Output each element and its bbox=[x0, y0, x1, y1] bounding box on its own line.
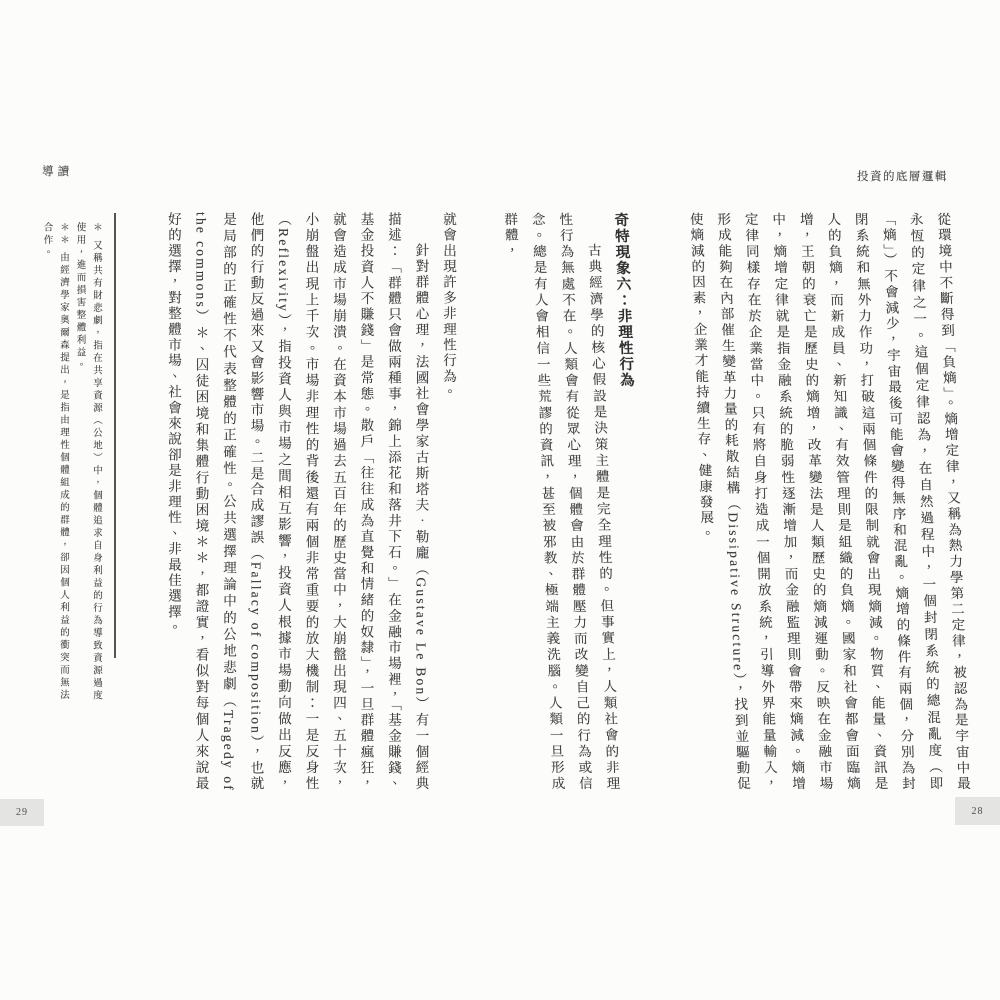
paragraph: 針對群體心理，法國社會學家古斯塔夫．勒龐（Gustave Le Bon）有一個經典描述：「群體只會做兩種事，錦上添花和落井下石。」在金融市場裡，「基金賺錢、基金投資人不賺錢」是常態。散戶「往往成為直覺和情緒的奴隸」，一旦群體瘋狂，就會造成市場崩潰。在資本市場過去五百年的歷史當中，大崩盤出現四、五十次，小崩盤出現上千次。市場非理性的背後還有兩個非常重要的放大機制：一是反身性（Reflexivity），指投資人與市場之間相互影響，投資人根據市場動向做出反應，他們的行動反過來又會影響市場。二是合成謬誤（Fallacy of composition），也就是局部的正確性不代表整體的正確性。公共選擇理論中的公地悲劇（Tragedy of the commons）＊、囚徒困境和集體行動困境＊＊，都證實，看似對每個人來說最好的選擇，對整體市場、社會來說卻是非理性、非最佳選擇。 bbox=[166, 212, 429, 792]
right-page-body-text bbox=[502, 212, 976, 792]
paragraph-continuation: 就會出現許多非理性行為。 bbox=[441, 212, 456, 401]
page-number-right bbox=[955, 797, 1000, 825]
running-head-right: 投資的底層邏輯 bbox=[857, 171, 948, 183]
footnote-marker: ＊＊ bbox=[58, 222, 68, 247]
footnote-text: 由經濟學家奧爾森提出，是指由理性個體組成的群體，卻因個人利益的衝突而無法合作。 bbox=[41, 222, 68, 702]
footnote bbox=[71, 222, 104, 714]
paragraph: 古典經濟學的核心假設是決策主體是完全理性的。但事實上，人類社會的非理性行為無處不在。人類會有從眾心理，個體會由於群體壓力而改變自己的行為或信念。總是有人會相信一些荒謬的資訊，甚至被邪教、極端主義洗腦。人類一旦形成群體， bbox=[502, 212, 620, 792]
footnote-text: 又稱共有財悲劇，指在共享資源（公地）中，個體追求自身利益的行為導致資源過度使用，進而損害整體利益。 bbox=[74, 222, 101, 702]
paragraph-continuation: 從環境中不斷得到「負熵」。熵增定律，又稱為熱力學第二定律，被認為是宇宙中最永恆的定律之一。這個定律認為，在自然過程中，一個封閉系統的總混亂度（即「熵」）不會減少，宇宙最後可能會變得無序和混亂。熵增的條件有兩個，分別為封閉系統和無外力作功，打破這兩個條件的限制就會出現熵減。物質、能量、資訊是人的負熵，而新成員、新知識、有效管理則是組織的負熵。國家和社會都會面臨熵增，王朝的衰亡是歷史的熵增，改革變法是人類歷史的熵減運動。反映在金融市場中，熵增定律就是指金融系統的脆弱性逐漸增加，而金融監理則會帶來熵減。熵增定律同樣存在於企業當中。只有將自身打造成一個開放系統，引導外界能量輸入，形成能夠在內部催生變革力量的耗散結構（Dissipative Structure），找到並驅動促使熵減的因素，企業才能持續生存、健康發展。 bbox=[687, 212, 971, 792]
page-number-text: 28 bbox=[971, 805, 984, 817]
page-number-text: 29 bbox=[16, 807, 28, 818]
running-head-left: 導讀 bbox=[42, 166, 73, 178]
footnote-marker: ＊ bbox=[91, 222, 101, 235]
left-page-body-text bbox=[132, 212, 462, 792]
page-number-left bbox=[0, 799, 44, 826]
footnote-divider bbox=[114, 213, 116, 658]
section-heading: 奇特現象六：非理性行為 bbox=[612, 212, 635, 388]
footnote-block bbox=[38, 222, 104, 714]
footnote bbox=[38, 222, 71, 714]
